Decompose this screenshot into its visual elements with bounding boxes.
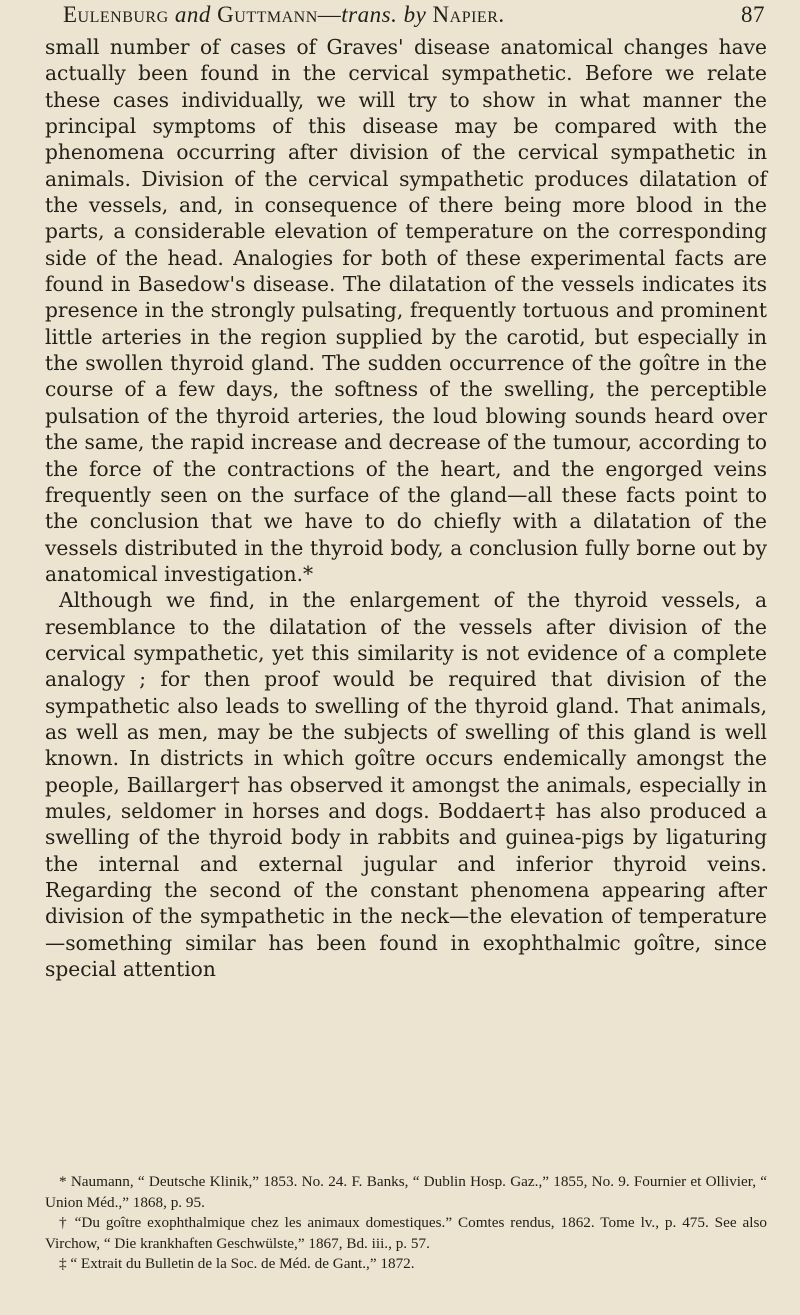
footnote-asterisk: * Naumann, “ Deutsche Klinik,” 1853. No. 24. F. Banks, “ Dublin Hosp. Gaz.,” 1855, No. 9. Fournier et Ollivier, “ Union Méd.,” 1868, p. 95. bbox=[45, 1173, 767, 1211]
conjunction: and bbox=[168, 2, 218, 27]
header-dash: — bbox=[317, 2, 342, 27]
paragraph-continued: small number of cases of Graves' disease anatomical changes have actually been found in the cervical sympathetic. Before we relate these cases individually, we will try to show in what manner the principal symptoms of this disease may be compared with the phenomena occurring after division of the cervical sympathetic in animals. Division of the cervical sympathetic produces dilatation of the vessels, and, in consequence of there being more blood in the parts, a considerable elevation of temperature on the corresponding side of the head. Analogies for both of these experimental facts are found in Basedow's disease. The dilatation of the vessels indicates its presence in the strongly pulsating, frequently tortuous and prominent little arteries in the region supplied by the carotid, but especially in the swollen thyroid gland. The sudden occurrence of the goître in the course of a few days, the softness of the swelling, the perceptible pulsation of the thyroid arteries, the loud blowing sounds heard over the same, the rapid increase and decrease of the tumour, according to the force of the contractions of the heart, and the engorged veins frequently seen on the surface of the gland—all these facts point to the conclusion that we have to do chiefly with a dilatation of the vessels distributed in the thyroid body, a conclusion fully borne out by anatomical investigation.* bbox=[45, 35, 767, 586]
co-author-name: Guttmann bbox=[217, 2, 318, 27]
footnote-dagger: † “Du goître exophthalmique chez les animaux domestiques.” Comtes rendus, 1862. Tome lv., p. 475. See also Virchow, “ Die krankhaften Geschwülste,” 1867, Bd. iii., p. 57. bbox=[45, 1214, 767, 1252]
translation-credit: trans. by bbox=[341, 2, 433, 27]
body-text bbox=[45, 34, 767, 982]
book-page bbox=[45, 0, 767, 1315]
translator-name: Napier. bbox=[432, 2, 505, 27]
author-names: Eulenburg bbox=[63, 2, 169, 27]
footnote-double-dagger: ‡ “ Extrait du Bulletin de la Soc. de Méd. de Gant.,” 1872. bbox=[59, 1255, 415, 1272]
footnotes bbox=[45, 1172, 767, 1275]
running-header bbox=[45, 2, 767, 32]
running-title bbox=[63, 2, 505, 28]
paragraph: Although we find, in the enlargement of the thyroid vessels, a resemblance to the dilatation of the vessels after division of the cervical sympathetic, yet this similarity is not evidence of a complete analogy ; for then proof would be required that division of the sympathetic also leads to swelling of the thyroid gland. That animals, as well as men, may be the subjects of swelling of this gland is well known. In districts in which goître occurs endemically amongst the people, Baillarger† has observed it amongst the animals, especially in mules, seldomer in horses and dogs. Boddaert‡ has also produced a swelling of the thyroid body in rabbits and guinea-pigs by ligaturing the internal and external jugular and inferior thyroid veins. Regarding the second of the constant phenomena appearing after division of the sympathetic in the neck—the elevation of temperature—something similar has been found in exophthalmic goître, since special attention bbox=[45, 588, 767, 982]
page-number: 87 bbox=[741, 2, 765, 27]
